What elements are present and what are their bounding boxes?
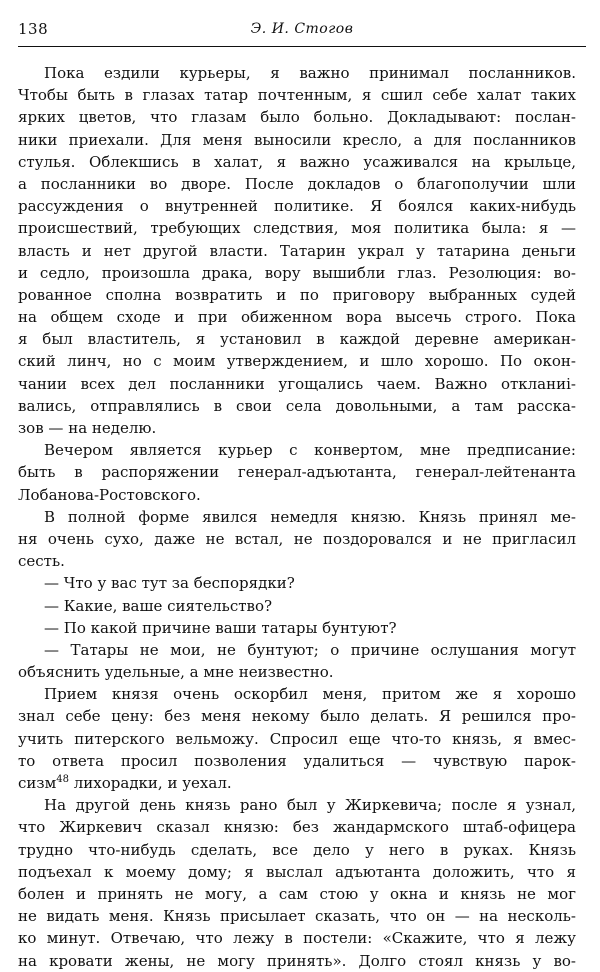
body-text	[18, 62, 576, 972]
running-head: Э. И. Стогов	[250, 21, 354, 37]
text-line	[18, 262, 576, 284]
text-line	[18, 62, 576, 84]
line-text: на кровати жены, не могу принять». Долго стоял князь у во-	[18, 951, 576, 970]
text-line	[18, 484, 576, 506]
text-line	[18, 728, 576, 750]
text-line	[18, 173, 576, 195]
line-text: болен и принять не могу, а сам стою у окна и князь не мог	[18, 884, 576, 903]
line-text: Лобанова-Ростовского.	[18, 485, 201, 504]
line-text: ярких цветов, что глазам было больно. Докладывают: послан-	[18, 108, 576, 127]
page-number: 138	[18, 20, 49, 38]
line-text: быть в распоряжении генерал-адъютанта, генерал-лейтенанта	[18, 463, 576, 482]
line-text: — Что у вас тут за беспорядки?	[44, 574, 295, 593]
text-line	[18, 883, 576, 905]
line-text: сизм	[18, 774, 57, 792]
line-text: Чтобы быть в глазах татар почтенным, я сшил себе халат таких	[18, 86, 576, 105]
text-line	[18, 528, 576, 550]
text-line	[18, 439, 576, 461]
line-text: подъехал к моему дому; я выслал адъютанта доложить, что я	[18, 862, 576, 881]
text-line	[18, 705, 576, 727]
text-line	[18, 151, 576, 173]
line-text: то ответа просил позволения удалиться — чувствую парок-	[18, 751, 576, 770]
line-text: чании всех дел посланники угощались чаем. Важно откланиi-	[18, 374, 576, 393]
line-text: стулья. Облекшись в халат, я важно усаживался на крыльце,	[18, 152, 576, 171]
text-line	[18, 461, 576, 483]
text-line	[18, 373, 576, 395]
text-line	[18, 417, 576, 439]
line-text: Прием князя очень оскорбил меня, притом же я хорошо	[44, 685, 576, 704]
text-line	[18, 217, 576, 239]
text-line	[18, 395, 576, 417]
line-text: вались, отправлялись в свои села довольными, а там расска-	[18, 396, 576, 415]
text-line	[18, 195, 576, 217]
footnote-reference: 48	[56, 774, 69, 785]
line-text: На другой день князь рано был у Жиркевича; после я узнал,	[44, 796, 576, 815]
line-text: что Жиркевич сказал князю: без жандармского штаб-офицера	[18, 818, 576, 837]
line-text-continued: лихорадки, и уехал.	[68, 774, 232, 792]
line-text: и седло, произошла драка, вору вышибли глаз. Резолюция: во-	[18, 263, 576, 282]
line-text: а посланники во дворе. После докладов о благополучии шли	[18, 174, 576, 193]
line-text: В полной форме явился немедля князю. Князь принял ме-	[44, 507, 576, 526]
line-text: рованное сполна возвратить и по приговору выбранных судей	[18, 285, 576, 304]
text-line	[18, 794, 576, 816]
line-text: — По какой причине ваши татары бунтуют?	[44, 618, 397, 637]
text-line	[18, 572, 576, 594]
text-line	[18, 617, 576, 639]
page-header	[18, 18, 586, 47]
text-line	[18, 595, 576, 617]
line-text: — Какие, ваше сиятельство?	[44, 596, 273, 615]
line-text: Пока ездили курьеры, я важно принимал посланников.	[44, 64, 576, 82]
text-line	[18, 683, 576, 705]
line-text: объяснить удельные, а мне неизвестно.	[18, 663, 334, 682]
text-line	[18, 84, 576, 106]
text-line	[18, 839, 576, 861]
text-line	[18, 106, 576, 128]
text-line	[18, 306, 576, 328]
line-text: ники приехали. Для меня выносили кресло, а для посланников	[18, 130, 576, 149]
text-line	[18, 816, 576, 838]
line-text: ский линч, но с моим утверждением, и шло хорошо. По окон-	[18, 352, 576, 371]
text-line	[18, 240, 576, 262]
text-line	[18, 950, 576, 972]
text-line	[18, 129, 576, 151]
line-text: трудно что-нибудь сделать, все дело у него в руках. Князь	[18, 840, 576, 859]
line-text: сесть.	[18, 552, 65, 571]
line-text: не видать меня. Князь присылает сказать, что он — на несколь-	[18, 907, 576, 926]
line-text: Вечером является курьер с конвертом, мне предписание:	[44, 441, 576, 460]
line-text: происшествий, требующих следствия, моя политика была: я —	[18, 219, 576, 238]
text-line	[18, 861, 576, 883]
line-text: я был властитель, я установил в каждой деревне американ-	[18, 330, 576, 349]
text-line	[18, 328, 576, 350]
text-line	[18, 350, 576, 372]
text-line	[18, 506, 576, 528]
line-text: — Татары не мои, не бунтуют; о причине ослушания могут	[44, 640, 576, 659]
text-line	[18, 639, 576, 661]
text-line	[18, 750, 576, 772]
line-text: ня очень сухо, даже не встал, не поздоровался и не пригласил	[18, 529, 576, 548]
text-line	[18, 550, 576, 572]
text-line	[18, 927, 576, 949]
line-text: зов — на неделю.	[18, 419, 157, 437]
text-line	[18, 284, 576, 306]
text-line	[18, 661, 576, 683]
line-text: на общем сходе и при обиженном вора высечь строго. Пока	[18, 308, 576, 327]
line-text: знал себе цену: без меня некому было делать. Я решился про-	[18, 707, 576, 726]
line-text: ко минут. Отвечаю, что лежу в постели: «Скажите, что я лежу	[18, 929, 576, 948]
line-text: власть и нет другой власти. Татарин украл у татарина деньги	[18, 241, 576, 260]
line-text: учить питерского вельможу. Спросил еще что-то князь, я вмес-	[18, 729, 576, 748]
line-text: рассуждения о внутренней политике. Я боялся каких-нибудь	[18, 197, 576, 216]
text-line	[18, 772, 576, 794]
text-line	[18, 905, 576, 927]
